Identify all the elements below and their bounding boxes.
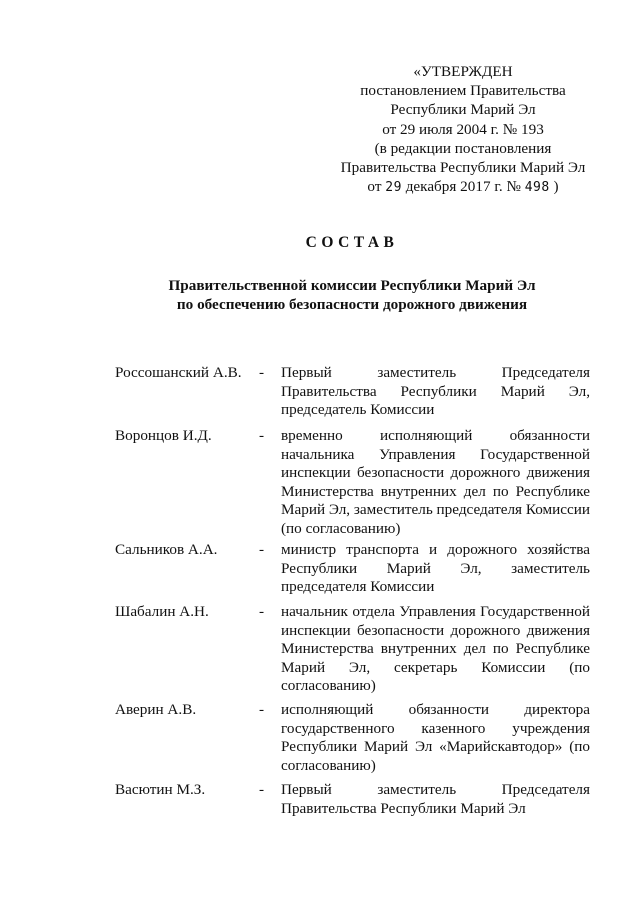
member-dash: - xyxy=(259,701,265,718)
member-dash: - xyxy=(259,427,265,444)
approval-stamp xyxy=(330,62,596,197)
amendment-number: 498 xyxy=(524,180,550,196)
member-role: начальник отдела Управления Государственной инспекции безопасности дорожного движения Министерства внутренних дел по Республике Марий Эл, секретарь Комиссии (по согласованию) xyxy=(281,603,590,694)
amendment-suffix: ) xyxy=(553,178,559,196)
amendment-middle: декабря 2017 г. № xyxy=(405,178,521,196)
member-role: Первый заместитель Председателя Правительства Республики Марий Эл xyxy=(281,781,590,817)
amendment-prefix: от xyxy=(367,178,382,196)
approval-date-line: от 29 июля 2004 г. № 193 xyxy=(382,120,544,138)
document-title: СОСТАВ xyxy=(305,234,399,251)
member-role: Первый заместитель Председателя Правительства Республики Марий Эл, председатель Комиссии xyxy=(281,364,590,418)
member-name: Шабалин А.Н. xyxy=(115,603,209,620)
document-subtitle xyxy=(0,277,639,314)
member-dash: - xyxy=(259,364,265,381)
member-dash: - xyxy=(259,603,265,620)
member-name: Воронцов И.Д. xyxy=(115,427,212,444)
subtitle-line-2: по обеспечению безопасности дорожного движения xyxy=(176,295,528,313)
approval-republic-line: Республики Марий Эл xyxy=(390,101,536,119)
member-dash: - xyxy=(259,541,265,558)
approval-heading: «УТВЕРЖДЕН xyxy=(413,63,513,80)
approval-amendment-line xyxy=(330,177,596,197)
amendment-day: 29 xyxy=(385,180,402,196)
member-role: исполняющий обязанности директора государственного казенного учреждения Республики Марий Эл «Марийскавтодор» (по согласованию) xyxy=(281,701,590,774)
member-name: Аверин А.В. xyxy=(115,701,197,718)
subtitle-line-1: Правительственной комиссии Республики Марий Эл xyxy=(168,277,536,294)
member-name: Васютин М.З. xyxy=(115,781,206,798)
approval-edition-line: (в редакции постановления xyxy=(374,139,552,157)
member-role: временно исполняющий обязанности начальника Управления Государственной инспекции безопасности дорожного движения Министерства внутренних дел по Республике Марий Эл, заместитель председателя Комиссии (по согласованию) xyxy=(281,427,590,537)
member-name: Россошанский А.В. xyxy=(115,364,242,381)
member-name: Сальников А.А. xyxy=(115,541,218,558)
member-role: министр транспорта и дорожного хозяйства Республики Марий Эл, заместитель председателя Комиссии xyxy=(281,541,590,595)
approval-resolution-line: постановлением Правительства xyxy=(360,82,566,100)
approval-government-line: Правительства Республики Марий Эл xyxy=(340,159,586,177)
member-dash: - xyxy=(259,781,265,798)
